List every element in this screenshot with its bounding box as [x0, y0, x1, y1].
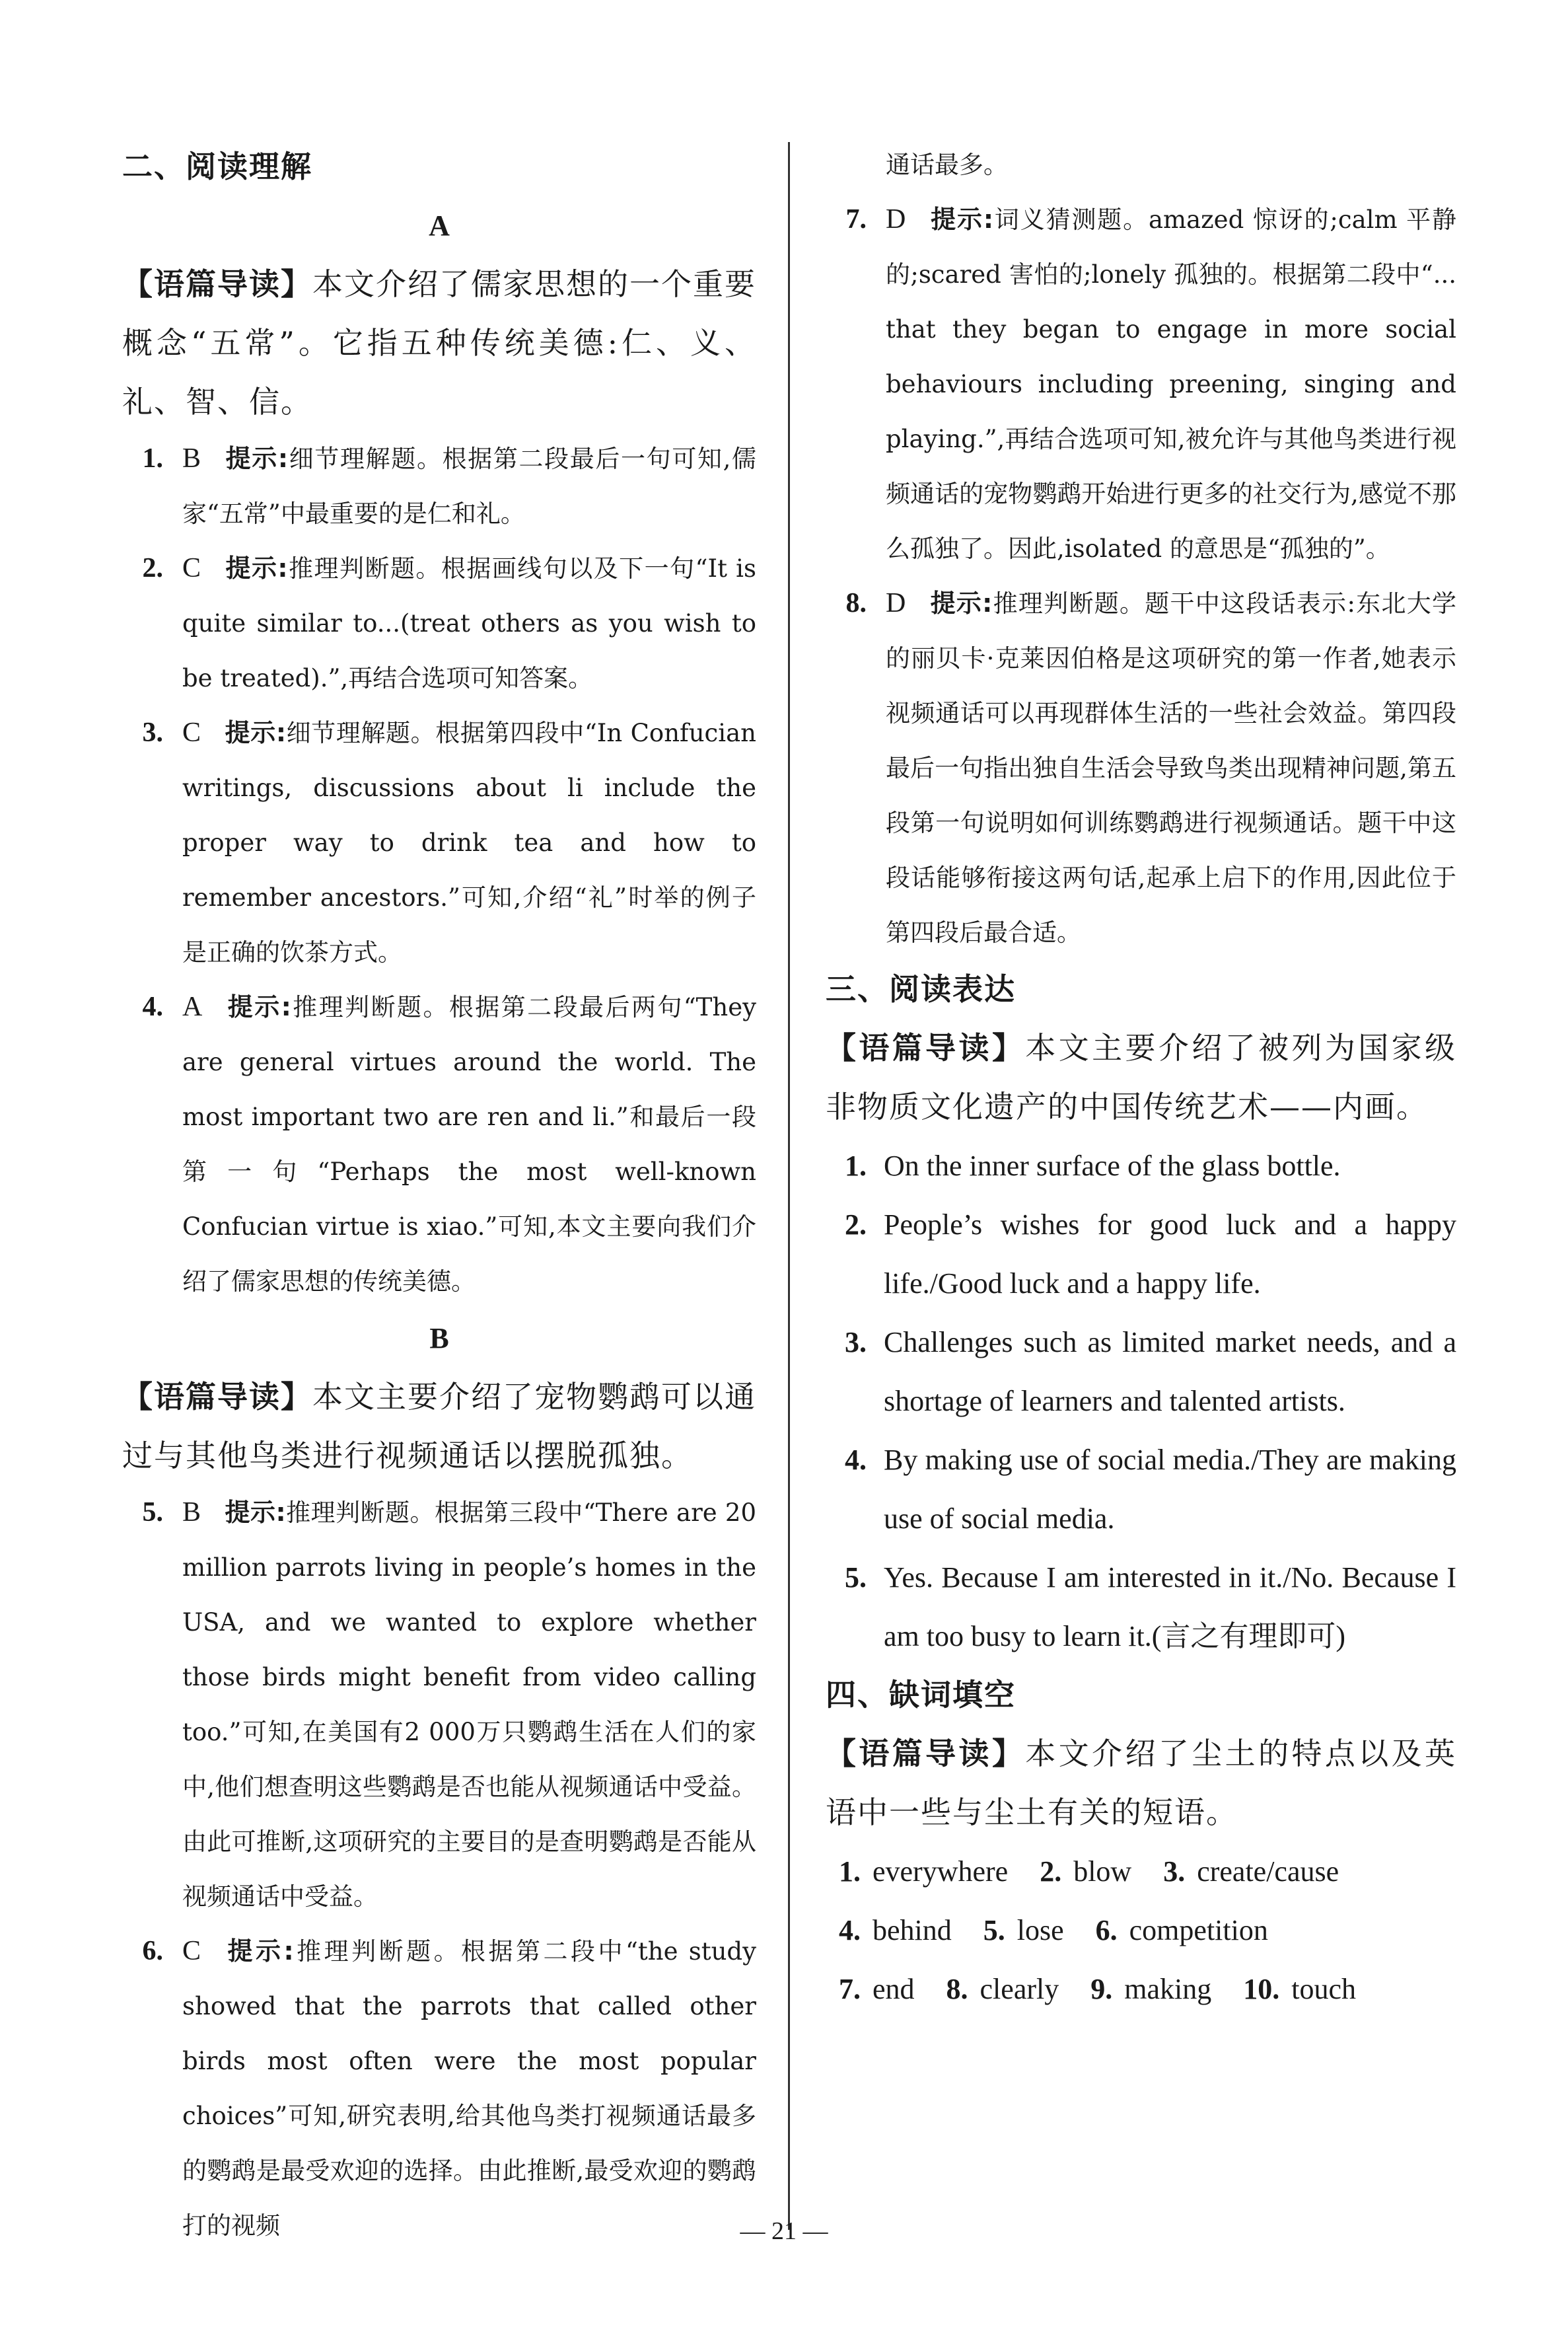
item-answer: C: [182, 553, 201, 583]
item-number: 4.: [142, 992, 163, 1022]
cloze-number: 9.: [1090, 1973, 1113, 2005]
item-number: 7.: [845, 204, 867, 235]
answer-item: [826, 576, 1456, 960]
answer-text: Yes. Because I am interested in it./No. Because I am too busy to learn it.(言之有理即可): [884, 1561, 1456, 1652]
answer-item: [826, 1136, 1456, 1195]
cloze-word: touch: [1291, 1973, 1356, 2005]
item-number: 2.: [142, 553, 163, 583]
column-divider: [788, 142, 790, 2230]
answer-item: [122, 431, 756, 541]
guide-4: [826, 1724, 1456, 1842]
item-number: 1.: [142, 443, 163, 474]
part-b-heading: B: [429, 1322, 449, 1354]
guide-label: 【语篇导读】: [122, 1379, 312, 1415]
hint-text: 推理判断题。根据第二段中“the study showed that the parrots that called other birds most often were the most popular choices”可知,研究表明,给其他鸟类打视频通话最多的鹦鹉是最受欢迎的选择。由此推断,最受欢迎的鹦鹉打的视频: [182, 1937, 756, 2240]
cloze-answer-row: [826, 1842, 1456, 1901]
hint-label: 提示:: [226, 992, 291, 1021]
item-answer: D: [886, 588, 906, 618]
guide-label: 【语篇导读】: [826, 1030, 1026, 1066]
guide-text: 本文主要介绍了被列为国家级非物质文化遗产的中国传统艺术——内画。: [826, 1030, 1457, 1125]
answer-item: [122, 980, 756, 1309]
cloze-number: 8.: [946, 1973, 968, 2005]
guide-label: 【语篇导读】: [122, 266, 312, 302]
hint-label: 提示:: [929, 205, 994, 234]
hint-text: 推理判断题。根据第三段中“There are 20 million parrots living in people’s homes in the USA, and we wanted to explore whether those birds might benefit from video calling too.”可知,在美国有2 000万只鹦鹉生活在人们的家中,他们想查明这些鹦鹉是否也能从视频通话中受益。由此可推断,这项研究的主要目的是查明鹦鹉是否能从视频通话中受益。: [182, 1498, 756, 1911]
hint-label: 提示:: [225, 718, 287, 747]
cloze-word: lose: [1016, 1914, 1064, 1946]
answer-item: [122, 1924, 756, 2253]
answer-text: On the inner surface of the glass bottle.: [884, 1150, 1341, 1182]
cloze-word: blow: [1073, 1855, 1132, 1888]
answer-item: [826, 1548, 1456, 1666]
item-number: 8.: [845, 588, 867, 618]
answer-item: [826, 1430, 1456, 1548]
item-answer: B: [182, 1497, 201, 1528]
section-title-reading: 二、阅读理解: [122, 149, 312, 184]
item-6-continuation: 通话最多。: [886, 151, 1008, 179]
cloze-number: 3.: [1163, 1855, 1186, 1888]
cloze-number: 7.: [839, 1973, 861, 2005]
hint-label: 提示:: [225, 554, 288, 583]
cloze-number: 10.: [1243, 1973, 1280, 2005]
cloze-word: everywhere: [873, 1855, 1009, 1888]
item-answer: B: [182, 443, 201, 474]
guide-3: [826, 1019, 1456, 1136]
item-number: 5.: [845, 1561, 867, 1594]
left-column: [122, 137, 756, 2253]
hint-label: 提示:: [225, 1937, 294, 1966]
answer-text: Challenges such as limited market needs, and a shortage of learners and talented artists.: [884, 1326, 1456, 1417]
answer-item: [826, 1195, 1456, 1313]
cloze-word: end: [873, 1973, 915, 2005]
hint-text: 细节理解题。根据第四段中“In Confucian writings, discussions about li include the proper way to drink tea and how to remember ancestors.”可知,介绍“礼”时举的例子是正确的饮茶方式。: [182, 719, 756, 967]
item-number: 3.: [142, 718, 163, 748]
answer-item: [826, 192, 1456, 576]
item-answer: D: [886, 204, 906, 235]
answer-item: [122, 541, 756, 706]
cloze-answer-row: [826, 1901, 1456, 1960]
answer-item: [826, 1313, 1456, 1430]
item-answer: A: [182, 992, 203, 1022]
cloze-answer-row: [826, 1960, 1456, 2018]
answer-text: People’s wishes for good luck and a happy life./Good luck and a happy life.: [884, 1208, 1456, 1300]
cloze-word: competition: [1129, 1914, 1268, 1946]
cloze-number: 1.: [839, 1855, 861, 1888]
hint-text: 推理判断题。题干中这段话表示:东北大学的丽贝卡·克莱因伯格是这项研究的第一作者,她表示视频通话可以再现群体生活的一些社会效益。第四段最后一句指出独自生活会导致鸟类出现精神问题,第五段第一句说明如何训练鹦鹉进行视频通话。题干中这段话能够衔接这两句话,起承上启下的作用,因此位于第四段后最合适。: [886, 589, 1456, 947]
hint-label: 提示:: [225, 444, 289, 473]
right-column: [826, 137, 1456, 2018]
guide-text: 本文主要介绍了宠物鹦鹉可以通过与其他鸟类进行视频通话以摆脱孤独。: [122, 1379, 756, 1473]
part-a-heading: A: [429, 209, 450, 242]
item-number: 4.: [845, 1444, 867, 1476]
hint-text: 细节理解题。根据第二段最后一句可知,儒家“五常”中最重要的是仁和礼。: [182, 445, 756, 528]
guide-label: 【语篇导读】: [826, 1736, 1026, 1771]
item-number: 3.: [845, 1326, 867, 1358]
section-title-cloze: 四、缺词填空: [826, 1677, 1016, 1713]
hint-text: 词义猜测题。amazed 惊讶的;calm 平静的;scared 害怕的;lonely 孤独的。根据第二段中“... that they began to engage in more social behaviours including preening, singing and playing.”,再结合选项可知,被允许与其他鸟类进行视频通话的宠物鹦鹉开始进行更多的社交行为,感觉不那么孤独了。因此,isolated 的意思是“孤独的”。: [886, 205, 1456, 563]
cloze-word: making: [1124, 1973, 1212, 2005]
cloze-word: behind: [873, 1914, 952, 1946]
answer-text: By making use of social media./They are making use of social media.: [884, 1444, 1456, 1535]
hint-label: 提示:: [225, 1498, 286, 1527]
cloze-number: 2.: [1040, 1855, 1062, 1888]
item-number: 2.: [845, 1208, 867, 1241]
guide-a: [122, 255, 756, 431]
answer-item: [122, 706, 756, 980]
cloze-word: clearly: [980, 1973, 1059, 2005]
hint-text: 推理判断题。根据第二段最后两句“They are general virtues around the world. The most important two are ren and li.”和最后一段第一句“Perhaps the most well-known Confucian virtue is xiao.”可知,本文主要向我们介绍了儒家思想的传统美德。: [182, 993, 756, 1296]
cloze-number: 5.: [983, 1914, 1005, 1946]
page-number: — 21 —: [740, 2217, 828, 2245]
guide-text: 本文介绍了尘土的特点以及英语中一些与尘土有关的短语。: [826, 1736, 1457, 1830]
cloze-number: 6.: [1095, 1914, 1118, 1946]
guide-text: 本文介绍了儒家思想的一个重要概念“五常”。它指五种传统美德:仁、义、礼、智、信。: [122, 266, 756, 420]
item-number: 5.: [142, 1497, 163, 1528]
answer-item: [122, 1485, 756, 1924]
hint-text: 推理判断题。根据画线句以及下一句“It is quite similar to...(treat others as you wish to be treated).”,再结合选项可知答案。: [182, 554, 757, 692]
section-title-expression: 三、阅读表达: [826, 971, 1016, 1007]
item-answer: C: [182, 1936, 201, 1966]
item-number: 1.: [845, 1150, 867, 1182]
guide-b: [122, 1368, 756, 1485]
cloze-word: create/cause: [1197, 1855, 1339, 1888]
item-number: 6.: [142, 1936, 163, 1966]
hint-label: 提示:: [929, 589, 993, 618]
cloze-number: 4.: [839, 1914, 861, 1946]
item-answer: C: [182, 718, 201, 748]
